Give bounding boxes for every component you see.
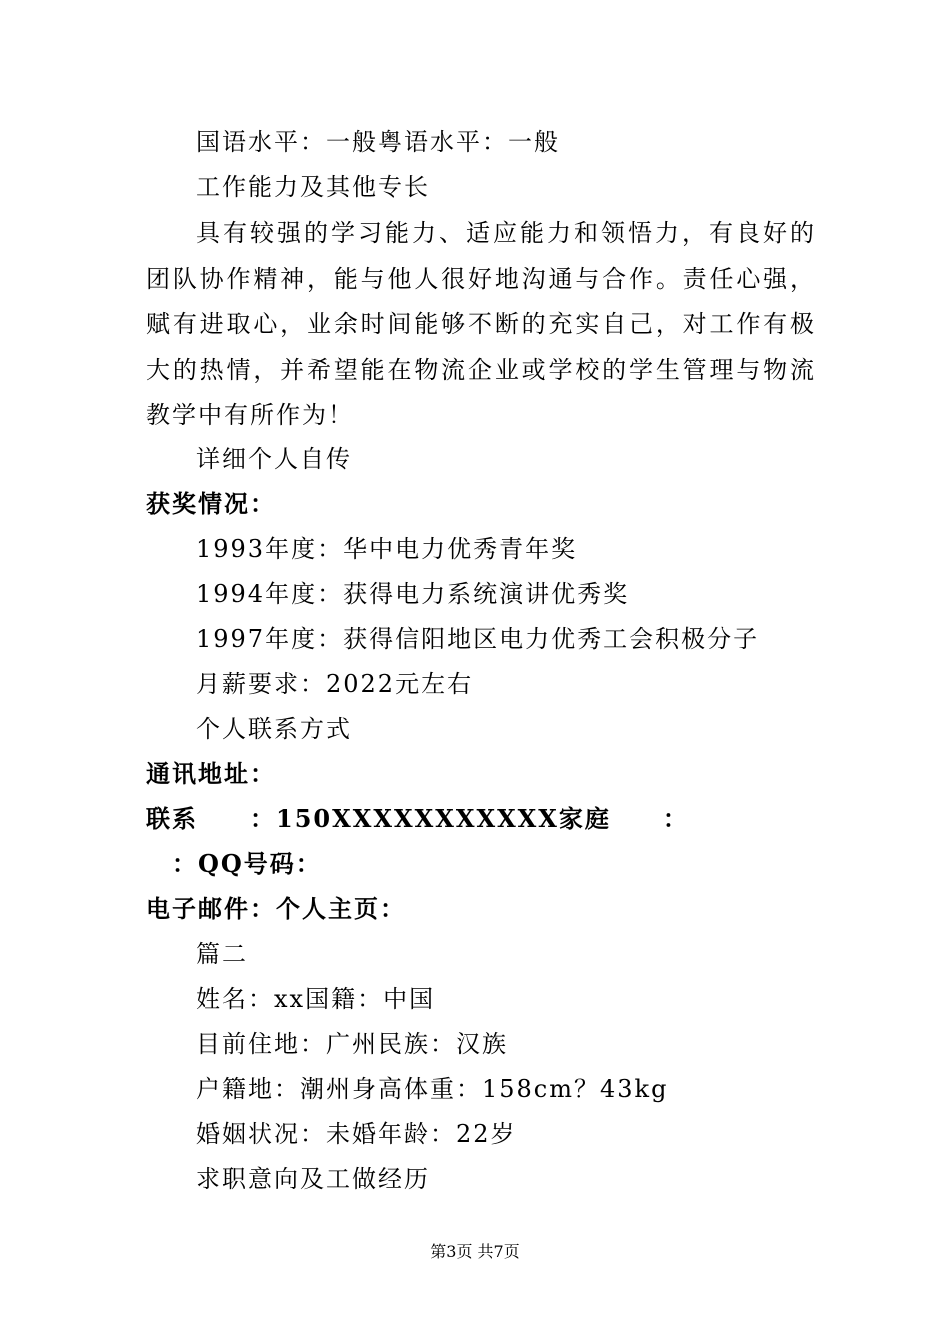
bio-heading: 详细个人自传 bbox=[196, 445, 352, 473]
part-two-heading: 篇二 bbox=[196, 940, 248, 968]
email-line: 电子邮件：个人主页： bbox=[146, 894, 406, 923]
skills-heading: 工作能力及其他专长 bbox=[196, 173, 430, 201]
award-1993: 1993年度：华中电力优秀青年奖 bbox=[196, 535, 578, 563]
phone-line: 联系 ：150XXXXXXXXXXX家庭 ： bbox=[146, 804, 689, 833]
qq-line: ：QQ号码： bbox=[146, 849, 322, 878]
award-1994: 1994年度：获得电力系统演讲优秀奖 bbox=[196, 580, 630, 608]
job-heading: 求职意向及工做经历 bbox=[196, 1165, 430, 1193]
address-line: 通讯地址： bbox=[146, 759, 276, 788]
skills-paragraph: 具有较强的学习能力、适应能力和领悟力，有良好的团队协作精神，能与他人很好地沟通与合作。责任心强，赋有进取心，业余时间能够不断的充实自己，对工作有极大的热情，并希望能在物流企业或学校的学生管理与物流教学中有所作为！ bbox=[146, 219, 816, 429]
salary-line: 月薪要求：2022元左右 bbox=[196, 670, 474, 698]
award-1997: 1997年度：获得信阳地区电力优秀工会积极分子 bbox=[196, 625, 760, 653]
residence-ethnicity-line: 目前住地：广州民族：汉族 bbox=[196, 1030, 508, 1058]
awards-heading: 获奖情况： bbox=[146, 489, 276, 518]
language-level-line: 国语水平：一般粤语水平：一般 bbox=[196, 128, 560, 156]
origin-height-weight-line: 户籍地：潮州身高体重：158cm？43kg bbox=[196, 1075, 669, 1103]
marital-age-line: 婚姻状况：未婚年龄：22岁 bbox=[196, 1120, 517, 1148]
page-footer: 第3页 共7页 bbox=[430, 1242, 520, 1261]
name-nationality-line: 姓名：xx国籍：中国 bbox=[196, 985, 436, 1013]
contact-heading: 个人联系方式 bbox=[196, 715, 352, 743]
